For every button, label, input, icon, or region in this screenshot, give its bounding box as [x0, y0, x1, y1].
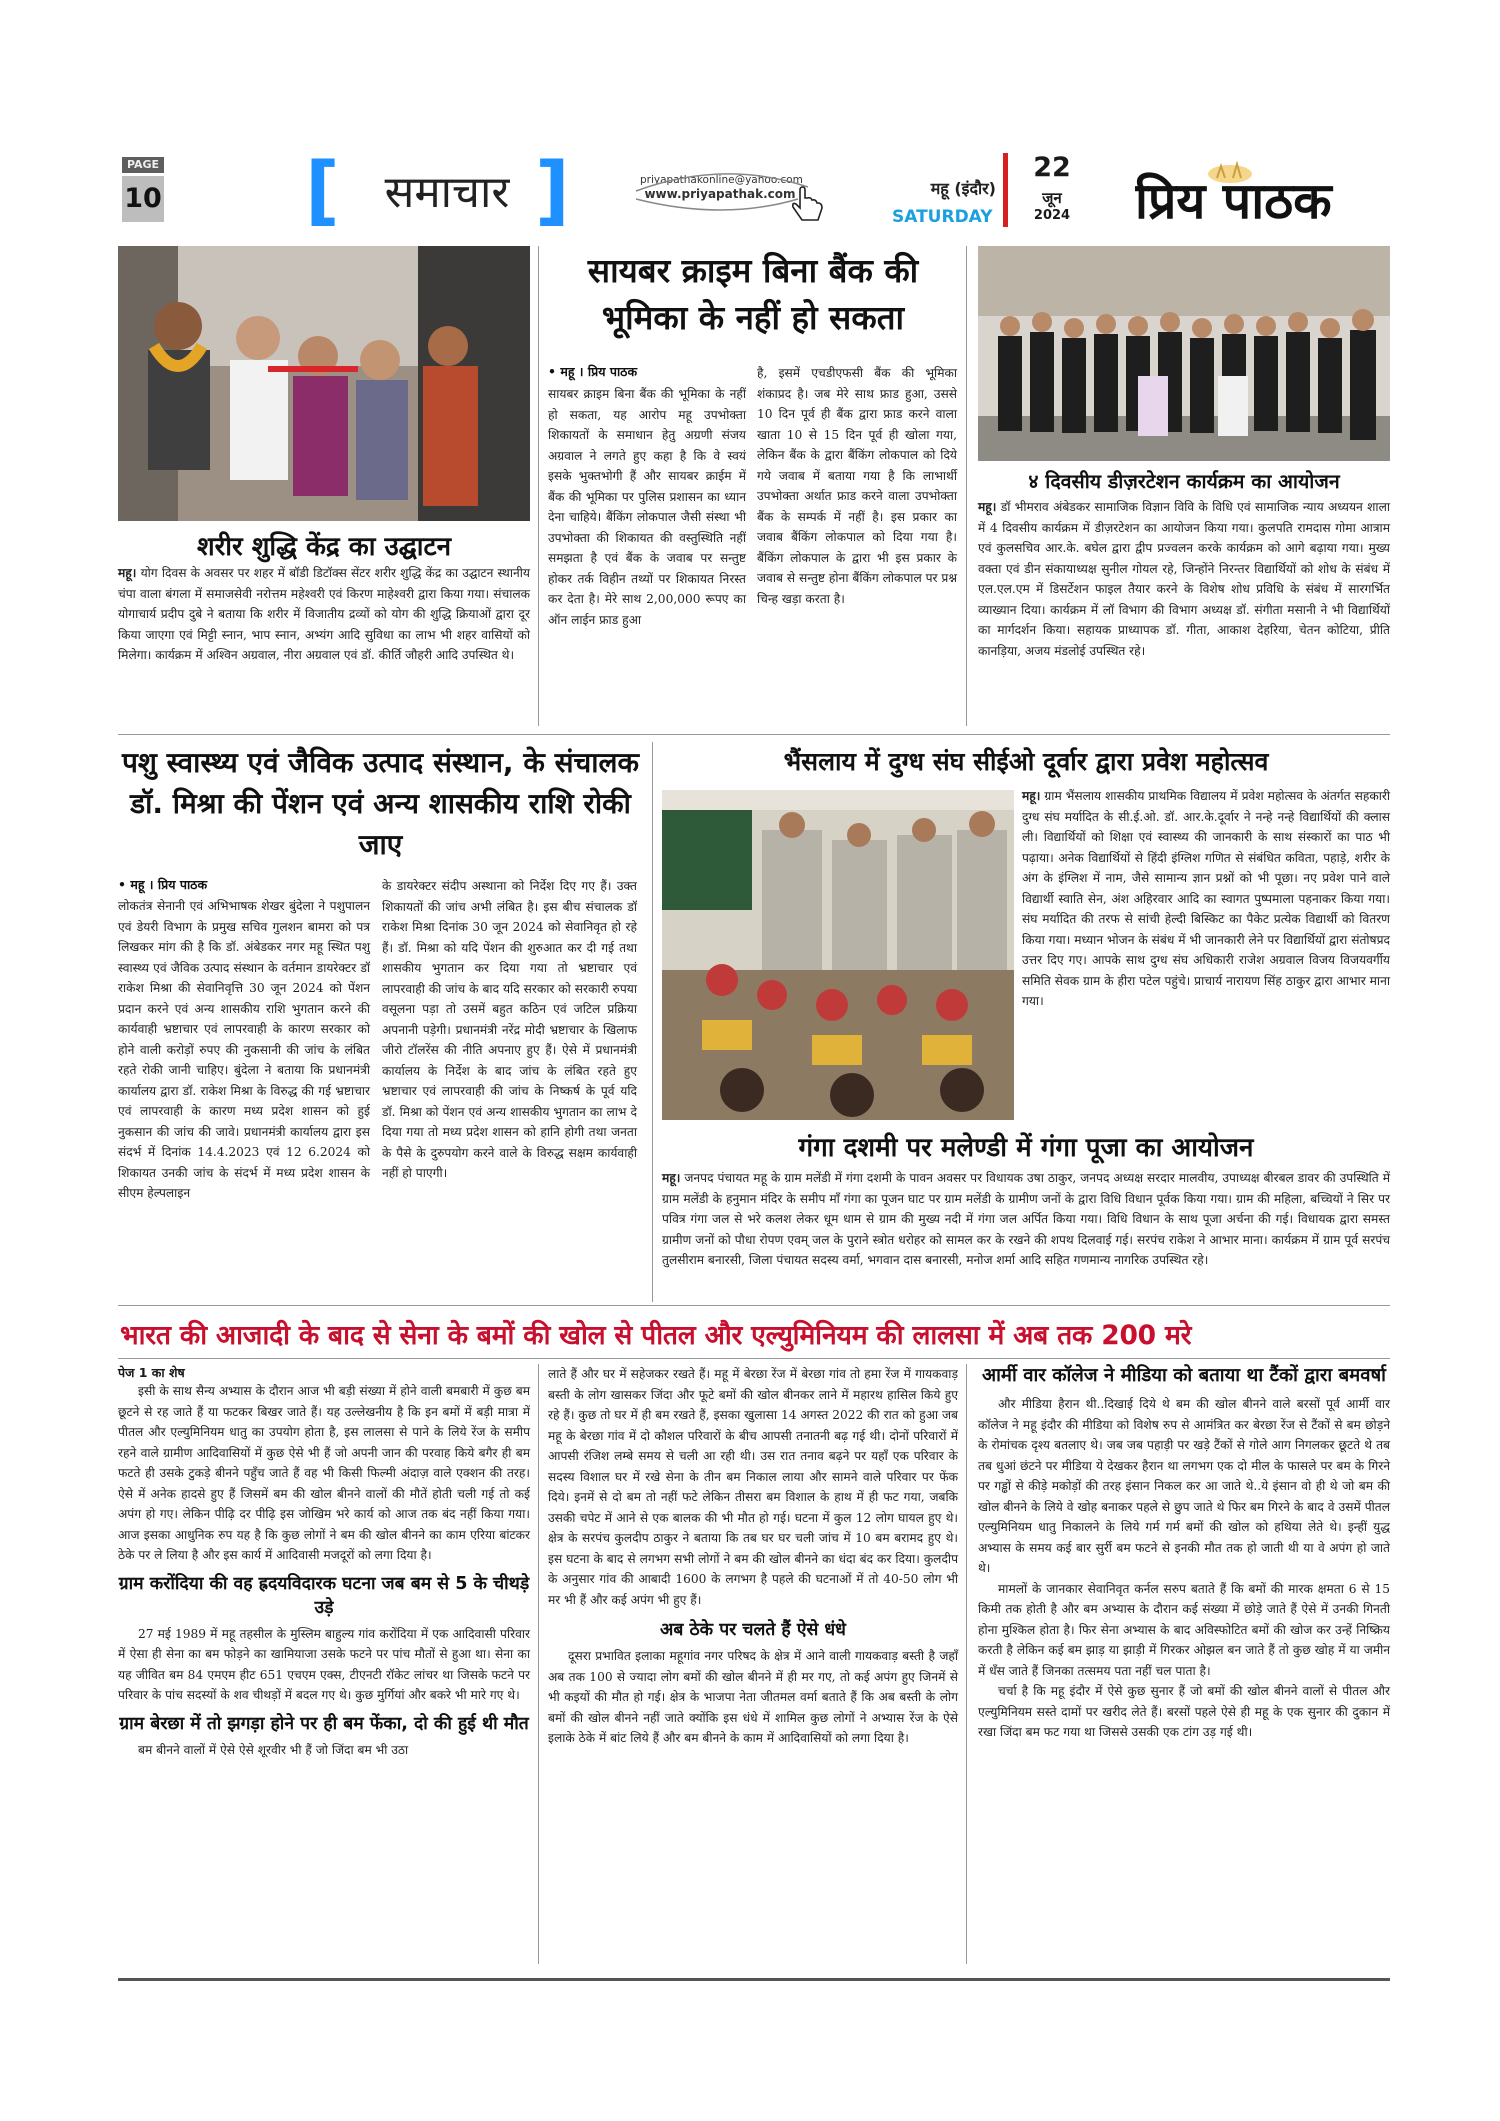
edition-city: महू (इंदौर) [930, 179, 996, 198]
page-bottom-rule [118, 1978, 1390, 1981]
army-column-1 [118, 1364, 530, 1760]
article-paragraph: बम बीनने वालों में ऐसे ऐसे शूरवीर भी हैं जो जिंदा बम भी उठा [138, 1742, 409, 1757]
section-bracket-left: [ [305, 145, 340, 234]
headline-pashu: पशु स्वास्थ्य एवं जैविक उत्पाद संस्थान, के संचालक डॉ. मिश्रा की पेंशन एवं अन्य शासकीय राशि रोकी जाए [121, 746, 640, 861]
banner-headline-army: भारत की आजादी के बाद से सेना के बमों की खोल से पीतल और एल्युमिनियम की लालसा में अब तक 200 मरे [120, 1320, 1192, 1351]
article-paragraph: चर्चा है कि महू इंदौर में ऐसे कुछ सुनार हैं जो बमों की खोल बीनने वालों से पीतल और एल्युमिनियम सस्ते दामों पर खरीद लेते हैं। बरसों पहले ऐसे ही महू के एक सुनार की दुकान में रखा जिंदा बम फट गया था जिससे उसकी एक टांग उड़ गई थी। [978, 1684, 1390, 1739]
section-title: समाचार [384, 167, 510, 218]
school-classroom-photo [662, 790, 1014, 1120]
row-divider [118, 1305, 1390, 1306]
headline-dissertation: ४ दिवसीय डीज़रटेशन कार्यक्रम का आयोजन [1028, 470, 1340, 493]
column-rule [966, 246, 967, 726]
contact-website[interactable]: www.priyapathak.com [644, 187, 796, 201]
contact-email[interactable]: priyapathakonline@yahoo.com [640, 174, 803, 186]
row-divider [118, 734, 1390, 735]
article-paragraph: और मीडिया हैरान थी..दिखाई दिये थे बम की खोल बीनने वाले बरसों पूर्व आर्मी वार कॉलेज ने महू इंदौर की मीडिया को विशेष रुप से आमंत्रित कर बेरछा रेंज से टैंकों से बम छोड़ने के रोमांचक दृश्य बतलाए थे। जब जब पहाड़ी पर खड़े टैंकों से गोले आग निगलकर छूटते थे तब तब धुआं छंटने पर मीडिया ये देखकर हैरान था लगभग एक दो मील के फासले पर बम के गिरने पर गड्ढों से कीड़े मकोड़ों की तरह इंसान निकल कर आ जाते थे..ये इंसान वो ही थे जो बम की खोल बीनने के लिये वे खोह बनाकर पहले से छुप जाते थे फिर बम गिरने के बाद वे उसमें पीतल एल्युमिनियम धातु निकालने के लिये गर्म गर्म बमों की खोल को हथिया लेते थे। इन्हीं युद्ध अभ्यास के समय कई बार सुर्री बम फटने से इनकी मौत तक हो जाती थी या वे अपंग हो जाते थे। [978, 1397, 1390, 1575]
headline-ganga: गंगा दशमी पर मलेण्डी में गंगा पूजा का आयोजन [798, 1133, 1254, 1163]
weekday: SATURDAY [892, 207, 993, 227]
article-bhainslay [1022, 786, 1390, 1012]
contact-block [640, 173, 803, 201]
article-pashu-col2: के डायरेक्टर संदीप अस्थाना को निर्देश दिए गए हैं। उक्त शिकायतों की जांच अभी लंबित है। इस बीच संचालक डॉ राकेश मिश्रा दिनांक 30 जून 2024 को सेवानिवृत हो रहे हैं। डॉ. मिश्रा को यदि पेंशन की शुरुआत कर दी गई तथा शासकीय भुगतान कर दिया गया तो भ्रष्टाचार एवं लापरवाही की जांच के बाद यदि सरकार को सरकारी रुपया वसूलना पड़ा तो उसमें बहुत कठिन एवं जटिल प्रक्रिया अपनानी पड़ेगी। प्रधानमंत्री नरेंद्र मोदी भ्रष्टाचार के खिलाफ जीरो टॉलरेंस की नीति अपनाए हुए हैं। ऐसे में प्रधानमंत्री कार्यालय के निर्देश के बाद जांच के लंबित रहते हुए भ्रष्टाचार एवं लापरवाही की जांच के निष्कर्ष के पूर्व यदि डॉ. मिश्रा को पेंशन एवं अन्य शासकीय भुगतान का लाभ दे दिया गया तो मध्य प्रदेश शासन को हानि होगी तथा जनता के पैसे के दुरुपयोग करने वाले के विरुद्ध सक्षम कार्यवाही नहीं हो पाएगी। [382, 879, 637, 1180]
byline: • महू । प्रिय पाठक [118, 877, 208, 892]
article-shareer [118, 563, 530, 666]
dateline: महू। [118, 566, 137, 580]
article-body: जनपद पंचायत महू के ग्राम मलेंडी में गंगा दशमी के पावन अवसर पर विधायक उषा ठाकुर, जनपद अध्यक्ष सरदार मालवीय, उपाध्यक्ष बीरबल डावर की उपस्थिति में ग्राम मलेंडी के हनुमान मंदिर के समीप माँ गंगा का पूजन घाट पर ग्राम मलेंडी के ग्रामीण जनों के द्वारा विधि विधान पूर्वक किया गया। ग्राम की महिला, बच्चियों ने सिर पर पवित्र गंगा जल से भरे कलश लेकर धूम धाम से ग्राम की मुख्य नदी में गंगा जल अर्पित किया गया। विधि विधान के साथ पूजा अर्चना की गई। विधायक द्वारा समस्त ग्रामीण जनों को पौधा रोपण एवम् जल के पुराने स्त्रोत धरोहर को सामल कर के रखने की शपथ दिलवाई गई। सरपंच राकेश ने आभार माना। कार्यक्रम में ग्राम पूर्व सरपंच तुलसीराम बनारसी, जिला पंचायत सदस्य वर्मा, भगवान दास बनारसी, मनोज शर्मा आदि सहित गणमान्य नागरिक उपस्थित रहे। [662, 1171, 1390, 1267]
section-bracket-right: ] [535, 145, 570, 234]
subheading: ग्राम बेरछा में तो झगड़ा होने पर ही बम फेंका, दो की हुई थी मौत [119, 1713, 529, 1734]
article-paragraph: इसी के साथ सैन्य अभ्यास के दौरान आज भी बड़ी संख्या में होने वाली बमबारी में कुछ बम छूटने से रह जाते हैं या फटकर बिखर जाते हैं। यह उल्लेखनीय है कि इन बमों में बड़ी मात्रा में पीतल और एल्युमिनियम धातु का उपयोग होता है, इस लालसा से पाने के लिये रेंज के समीप रहने वाले ग्रामीण आदिवासियों में कुछ ऐसे भी हैं जो अपनी जान की परवाह किये बगैर ही बम फटते ही उसके टुकड़े बीनने पहुँच जाते हैं वह भी किसी फिल्मी अंदाज़ वाले एक्शन की तरह। ऐसे में अनेक हादसे हुए हैं जिसमें बम की खोल बीनने वालों की मौतें होती चली गई तो कई अपंग हो गए। लेकिन पीढ़ि दर पीढ़ि इस जोखिम भरे कार्य को आज तक बंद नहीं किया गया। आज इसका आधुनिक रुप यह है कि कुछ लोगों ने बम की खोल बीनने का काम एरिया बांटकर ठेके पर ले लिया है और इस कार्य में आदिवासी मजदूरों को लगा दिया है। [118, 1384, 530, 1562]
continued-label: पेज 1 का शेष [118, 1365, 185, 1380]
page-number: 10 [122, 176, 164, 222]
article-cyber-col2: है, इसमें एचडीएफसी बैंक की भूमिका शंकाप्रद है। जब मेरे साथ फ्राड हुआ, उससे 10 दिन पूर्व ही बैंक द्वारा फ्राड करने वाला खाता 10 से 15 दिन पूर्व ही खोला गया, लेकिन बैंक के द्वारा बैंकिंग लोकपाल को दिये गये जवाब में बताया गया है कि लाभार्थी उपभोक्ता अर्थात फ्राड करने वाला उपभोक्ता बैंक के सम्पर्क में नहीं है। इस प्रकार का जवाब बैंकिंग लोकपाल को दिया गया है। बैंकिंग लोकपाल के द्वारा भी इस प्रकार के जवाब से सन्तुष्ट होना बैंकिंग लोकपाल पर प्रश्न चिन्ह खड़ा करता है। [757, 366, 957, 606]
column-rule [652, 742, 653, 1302]
article-paragraph: 27 मई 1989 में महू तहसील के मुस्लिम बाहुल्य गांव करोंदिया में एक आदिवासी परिवार में ऐसा ही सेना का बम फोड़ने का खामियाजा उसके फटने पर पांच मौतों से हुआ था। सेना का यह जीवित बम 84 एमएम हीट 651 एचएम एक्स, टीएनटी रॉकेट लांचर था जिसके फटने पर परिवार के पांच सदस्यों के शव चीथड़ों में बदल गए थे। कुछ मुर्गियां और बकरे भी मारे गए थे। [118, 1626, 530, 1702]
page-label: PAGE [122, 157, 164, 173]
logo-graphic [1135, 160, 1385, 230]
logo-text: प्रिय पाठक [1135, 172, 1332, 230]
army-column-3 [978, 1364, 1390, 1743]
column-rule [538, 246, 539, 726]
date-month: जून [1042, 189, 1062, 207]
article-body: योग दिवस के अवसर पर शहर में बॉडी डिटॉक्स सेंटर शरीर शुद्धि केंद्र का उद्घाटन स्थानीय चंपा वाला बंगला में समाजसेवी नरोत्तम महेश्वरी एवं किरण माहेश्वरी द्वारा किया गया। संचालक योगाचार्य प्रदीप दुबे ने बताया कि शरीर में विजातीय द्रव्यों को योग की शुद्धि क्रियाओं द्वारा दूर किया जाएगा एवं मिट्टी स्नान, भाप स्नान, अभ्यंग आदि सुविधा का लाभ भी शहर वासियों को मिलेगा। कार्यक्रम में अश्विन अग्रवाल, नीरा अग्रवाल एवं डॉ. कीर्ति जौहरी आदि उपस्थित थे। [118, 566, 530, 662]
dateline: महू। [978, 500, 997, 514]
column-rule [966, 1364, 967, 1964]
byline: • महू । प्रिय पाठक [548, 364, 638, 379]
page-number-badge [122, 157, 164, 223]
pointing-hand-icon [790, 186, 826, 226]
army-column-2 [548, 1364, 958, 1749]
article-paragraph: लाते हैं और घर में सहेजकर रखते हैं। महू में बेरछा रेंज में बेरछा गांव तो हमा रेंज में गायकवाड़ बस्ती के लोग खासकर जिंदा और फूटे बमों की खोल बीनकर लाने में महारथ हासिल किये हुए रहे हैं। कुछ तो घर में ही बम रखते हैं, इसका खुलासा 14 अगस्त 2022 की रात को हुआ जब महू के बेरछा गांव में दो कौशल परिवारों के बीच आपसी तनातनी बढ़ गई थी। दोनों परिवारों में आपसी रंजिश लम्बे समय से चली आ रही थी। उस रात तनाव बढ़ने पर यहाँ एक परिवार के सदस्य विशाल घर में रखे सेना के तीन बम निकाल लाया और सामने वाले परिवार पर फेंक दिये। इनमें से दो बम तो नहीं फटे लेकिन तीसरा बम विशाल के हाथ में ही फट गया, जबकि उसकी चपेट में आने से एक बालक की भी मौत हो गई। घटना में कुल 12 लोग घायल हुए थे। क्षेत्र के सरपंच कुलदीप ठाकुर ने बताया कि तब घर घर चली जांच में 10 बम बरामद हुए थे। इस घटना के बाद से लगभग सभी लोगों ने बम की खोल बीनने का धंदा बंद कर दिया। कुलदीप के अनुसार गांव की आबादी 1600 के लगभग है पहले की घटनाओं में तो 40-50 लोग भी मर भी हैं और कई अपंग भी हुए हैं। [548, 1367, 958, 1607]
subheading: आर्मी वार कॉलेज ने मीडिया को बताया था टैंकों द्वारा बमवर्षा [982, 1365, 1386, 1386]
date-divider [1003, 153, 1008, 227]
headline-shareer: शरीर शुद्धि केंद्र का उद्घाटन [196, 532, 452, 562]
article-ganga [662, 1168, 1390, 1271]
article-pashu-col1: लोकतंत्र सेनानी एवं अभिभाषक शेखर बुंदेला ने पशुपालन एवं डेयरी विभाग के प्रमुख सचिव गुलशन बामरा को पत्र लिखकर मांग की है कि डॉ. अंबेडकर नगर महू स्थित पशु स्वास्थ्य एवं जैविक उत्पाद संस्थान के वर्तमान डायरेक्टर डॉ राकेश मिश्रा की सेवानिवृत्ति 30 जून 2024 को पेंशन प्रदान करने एवं अन्य शासकीय राशि भुगतान करने की कार्यवाही भ्रष्टाचार एवं लापरवाही के कारण सरकार को होने वाली करोड़ों रुपए की नुकसानी की जांच के लंबित रहते रोकी जानी चाहिए। बुंदेला ने बताया कि प्रधानमंत्री कार्यालय द्वारा डॉ. राकेश मिश्रा के विरुद्ध की गई भ्रष्टाचार एवं लापरवाही के कारण मध्य प्रदेश शासन को हुई नुकसान की जांच की जावे। प्रधानमंत्री कार्यालय द्वारा इस संदर्भ में दिनांक 14.4.2023 एवं 12 6.2024 को शिकायत उनकी जांच के संदर्भ में मध्य प्रदेश शासन के सीएम हेल्पलाइन [118, 899, 370, 1200]
column-rule [538, 1364, 539, 1964]
article-paragraph: दूसरा प्रभावित इलाका महूगांव नगर परिषद के क्षेत्र में आने वाली गायकवाड़ बस्ती है जहाँ अब तक 100 से ज्यादा लोग बमों की खोल बीनने में ही मर गए, तो कई अपंग हुए जिनमें से भी कइयों की मौत हो गई। क्षेत्र के भाजपा नेता जीतमल वर्मा बताते हैं कि अब बस्ती के लोग बमों की खोल बीनने नहीं जाते क्योंकि इस धंधे में शामिल कुछ लोगों ने अभ्यास रेंज के ऐसे इलाके ठेके में बांट लिये हैं और बम बीनने के काम में आदिवासियों को लगा दिया है। [548, 1649, 958, 1745]
newspaper-logo [1135, 160, 1385, 230]
article-body: ग्राम भैंसलाय शासकीय प्राथमिक विद्यालय में प्रवेश महोत्सव के अंतर्गत सहकारी दुग्ध संघ मर्यादित के सी.ई.ओ. डॉ. आर.के.दूर्वार ने नन्हे नन्हे विद्यार्थियों की क्लास ली। विद्यार्थियों को शिक्षा एवं स्वास्थ्य की जानकारी के साथ संस्कारों का पाठ भी पढ़ाया। अनेक विद्यार्थियों से हिंदी इंग्लिश गणित से संबंधित कविता, पहाड़े, शरीर के अंग के इंग्लिश में नाम, जैसे सामान्य ज्ञान प्रश्नों को भी पूछा। नए प्रवेश पाने वाले विद्यार्थी स्वाति सेन, अंश अहिरवार आदि का स्वागत पुष्पमाला पहनाकर किया गया। संघ मर्यादित की तरफ से सांची हेल्दी बिस्किट का पैकेट प्रत्येक विद्यार्थी को वितरण किया गया। मध्यान भोजन के संबंध में भी जानकारी लेने पर विद्यार्थियों द्वारा संतोषप्रद उत्तर दिए गए। आपके साथ दुग्ध संघ अधिकारी राजेश अग्रवाल विजय विजयवर्गीय समिति सेवक ग्राम के हीरा पटेल पहुंचे। प्राचार्य नारायण सिंह ठाकुर द्वारा आभार माना गया। [1022, 789, 1390, 1008]
dissertation-group-photo [978, 246, 1390, 461]
subheading: अब ठेके पर चलते हैं ऐसे धंधे [660, 1620, 846, 1640]
headline-cyber: सायबर क्राइम बिना बैंक की भूमिका के नहीं हो सकता [587, 251, 919, 337]
dateline: महू। [662, 1171, 681, 1185]
headline-bhainslay: भैंसलाय में दुग्ध संघ सीईओ दूर्वार द्वारा प्रवेश महोत्सव [783, 747, 1269, 776]
dateline: महू। [1022, 789, 1041, 803]
article-body: डॉ भीमराव अंबेडकर सामाजिक विज्ञान विवि के विधि एवं सामाजिक न्याय अध्ययन शाला में 4 दिवसीय कार्यक्रम में डीज़रटेशन का आयोजन किया गया। कुलपति रामदास गोमा आत्राम एवं कुलसचिव आर.के. बघेल द्वारा द्वीप प्रज्वलन करके कार्यक्रम को आगे बढ़ाया गया। मुख्य वक्ता एवं डीन संकायाध्यक्ष सुनील गोयल रहे, जिन्होंने निरन्तर विद्यार्थियों को शोध के संबंध में एल.एल.एम में डिसर्टेशन फाइल तैयार करने के विशेष शोध प्रविधि के संबंध में सारगर्भित व्याख्यान दिया। कार्यक्रम में लॉ विभाग की विभाग अध्यक्ष डॉ. संगीता मसानी ने भी विद्यार्थियों का मार्गदर्शन किया। सहायक प्राध्यापक डॉ. गीता, आकाश देहरिया, चेतन कोटिया, प्रीति कानड़िया, अजय मंडलोई उपस्थित रहे। [978, 500, 1390, 658]
date-day: 22 [1033, 152, 1071, 183]
article-dissertation [978, 497, 1390, 661]
subheading: ग्राम करोंदिया की वह ह्रदयविदारक घटना जब बम से 5 के चीथड़े उड़े [118, 1573, 530, 1618]
article-cyber-col1: सायबर क्राइम बिना बैंक की भूमिका के नहीं हो सकता, यह आरोप महू उपभोक्ता शिकायतों के समाधान हेतु अग्रणी संजय अग्रवाल ने लगते हुए कहा है कि वे स्वयं इसके भुक्तभोगी हैं और सायबर क्राईम में बैंक की भूमिका पर पुलिस प्रशासन का ध्यान देना चाहिये। बैंकिंग लोकपाल जैसी संस्था भी उपभोक्ता की शिकायत की वस्तुस्थिति नहीं समझता है एवं बैंक के जवाब पर सन्तुष्ट होकर तर्क विहीन तथ्यों पर शिकायत निरस्त कर देता है। मेरे साथ 2,00,000 रूपए का ऑन लाईन फ्राड हुआ [548, 387, 746, 627]
yoga-centre-photo [118, 246, 530, 521]
article-paragraph: मामलों के जानकार सेवानिवृत कर्नल सरुप बताते हैं कि बमों की मारक क्षमता 6 से 15 किमी तक होती है और बम अभ्यास के दौरान कई संख्या में छोड़े जाते हैं ऐसे में उनकी गिनती होना मुश्किल होता है। फिर सेना अभ्यास के बाद अविस्फोटित बमों की खोज कर उन्हें निष्क्रिय करती है लेकिन कई बम झाड़ या झाड़ी में गिरकर ओझल बन जाते हैं तो कुछ खोह में या जमीन में धँस जाते हैं जिनका तत्समय पता नहीं चल पाता है। [978, 1581, 1390, 1678]
date-year: 2024 [1033, 208, 1071, 223]
row-divider [118, 1358, 1390, 1359]
